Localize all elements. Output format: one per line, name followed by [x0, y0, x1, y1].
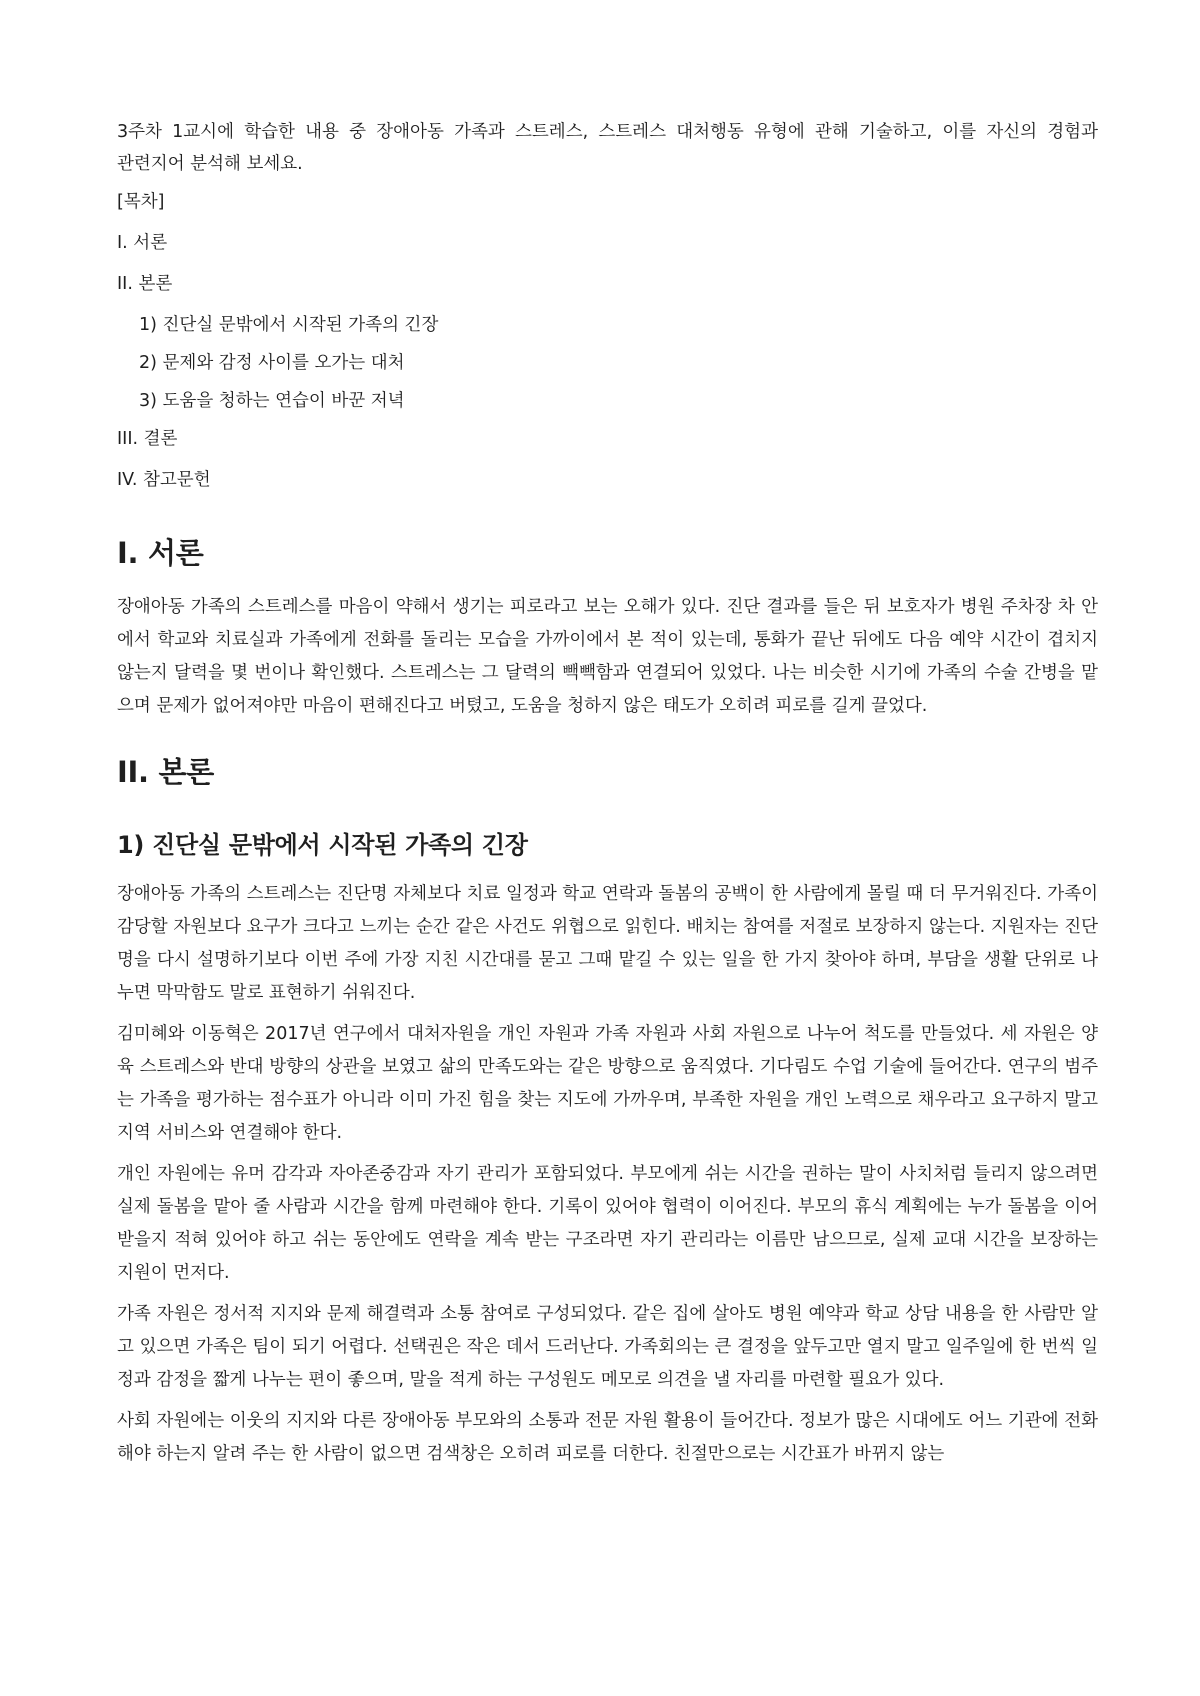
toc-item-sub3: 3) 도움을 청하는 연습이 바꾼 저녁	[139, 391, 405, 411]
sub1-paragraph-2: 김미혜와 이동혁은 2017년 연구에서 대처자원을 개인 자원과 가족 자원과 사회 자원으로 나누어 척도를 만들었다. 세 자원은 양육 스트레스와 반대 방향의 상관을 보였고 삶의 만족도와는 같은 방향으로 움직였다. 기다림도 수업 기술에 들어간다. 연구의 범주는 가족을 평가하는 점수표가 아니라 이미 가진 힘을 찾는 지도에 가까우며, 부족한 자원을 개인 노력으로 채우라고 요구하지 말고 지역 서비스와 연결해야 한다.	[117, 1024, 1098, 1143]
toc-item-sub2: 2) 문제와 감정 사이를 오가는 대처	[139, 353, 405, 373]
sub1-paragraph-1: 장애아동 가족의 스트레스는 진단명 자체보다 치료 일정과 학교 연락과 돌봄의 공백이 한 사람에게 몰릴 때 더 무거워진다. 가족이 감당할 자원보다 요구가 크다고 느끼는 순간 같은 사건도 위협으로 읽힌다. 배치는 참여를 저절로 보장하지 않는다. 지원자는 진단명을 다시 설명하기보다 이번 주에 가장 지친 시간대를 묻고 그때 맡길 수 있는 일을 한 가지 찾아야 하며, 부담을 생활 단위로 나누면 막막함도 말로 표현하기 쉬워진다.	[117, 884, 1098, 1003]
table-of-contents	[117, 190, 1098, 492]
intro-paragraph: 장애아동 가족의 스트레스를 마음이 약해서 생기는 피로라고 보는 오해가 있다. 진단 결과를 들은 뒤 보호자가 병원 주차장 차 안에서 학교와 치료실과 가족에게 전화를 돌리는 모습을 가까이에서 본 적이 있는데, 통화가 끝난 뒤에도 다음 예약 시간이 겹치지 않는지 달력을 몇 번이나 확인했다. 스트레스는 그 달력의 빽빽함과 연결되어 있었다. 나는 비슷한 시기에 가족의 수술 간병을 맡으며 문제가 없어져야만 마음이 편해진다고 버텼고, 도움을 청하지 않은 태도가 오히려 피로를 길게 끌었다.	[117, 597, 1098, 716]
toc-item-body: II. 본론	[117, 274, 173, 294]
sub1-heading: 1) 진단실 문밖에서 시작된 가족의 긴장	[117, 831, 528, 859]
toc-item-sub1: 1) 진단실 문밖에서 시작된 가족의 긴장	[139, 315, 439, 335]
assignment-prompt: 3주차 1교시에 학습한 내용 중 장애아동 가족과 스트레스, 스트레스 대처행동 유형에 관해 기술하고, 이를 자신의 경험과 관련지어 분석해 보세요.	[117, 122, 1098, 174]
toc-title: [목차]	[117, 192, 165, 212]
toc-item-references: IV. 참고문헌	[117, 470, 211, 490]
intro-heading: I. 서론	[117, 536, 204, 570]
document-page	[117, 116, 1098, 1479]
sub1-paragraph-3: 개인 자원에는 유머 감각과 자아존중감과 자기 관리가 포함되었다. 부모에게 쉬는 시간을 권하는 말이 사치처럼 들리지 않으려면 실제 돌봄을 맡아 줄 사람과 시간을 함께 마련해야 한다. 기록이 있어야 협력이 이어진다. 부모의 휴식 계획에는 누가 돌봄을 이어 받을지 적혀 있어야 하고 쉬는 동안에도 연락을 계속 받는 구조라면 자기 관리라는 이름만 남으므로, 실제 교대 시간을 보장하는 지원이 먼저다.	[117, 1164, 1098, 1283]
sub1-paragraph-4: 가족 자원은 정서적 지지와 문제 해결력과 소통 참여로 구성되었다. 같은 집에 살아도 병원 예약과 학교 상담 내용을 한 사람만 알고 있으면 가족은 팀이 되기 어렵다. 선택권은 작은 데서 드러난다. 가족회의는 큰 결정을 앞두고만 열지 말고 일주일에 한 번씩 일정과 감정을 짧게 나누는 편이 좋으며, 말을 적게 하는 구성원도 메모로 의견을 낼 자리를 마련할 필요가 있다.	[117, 1304, 1098, 1390]
toc-item-conclusion: III. 결론	[117, 429, 178, 449]
body-heading: II. 본론	[117, 755, 214, 789]
toc-item-intro: I. 서론	[117, 233, 168, 253]
sub1-paragraph-5: 사회 자원에는 이웃의 지지와 다른 장애아동 부모와의 소통과 전문 자원 활용이 들어간다. 정보가 많은 시대에도 어느 기관에 전화해야 하는지 알려 주는 한 사람이 없으면 검색창은 오히려 피로를 더한다. 친절만으로는 시간표가 바뀌지 않는	[117, 1411, 1098, 1464]
